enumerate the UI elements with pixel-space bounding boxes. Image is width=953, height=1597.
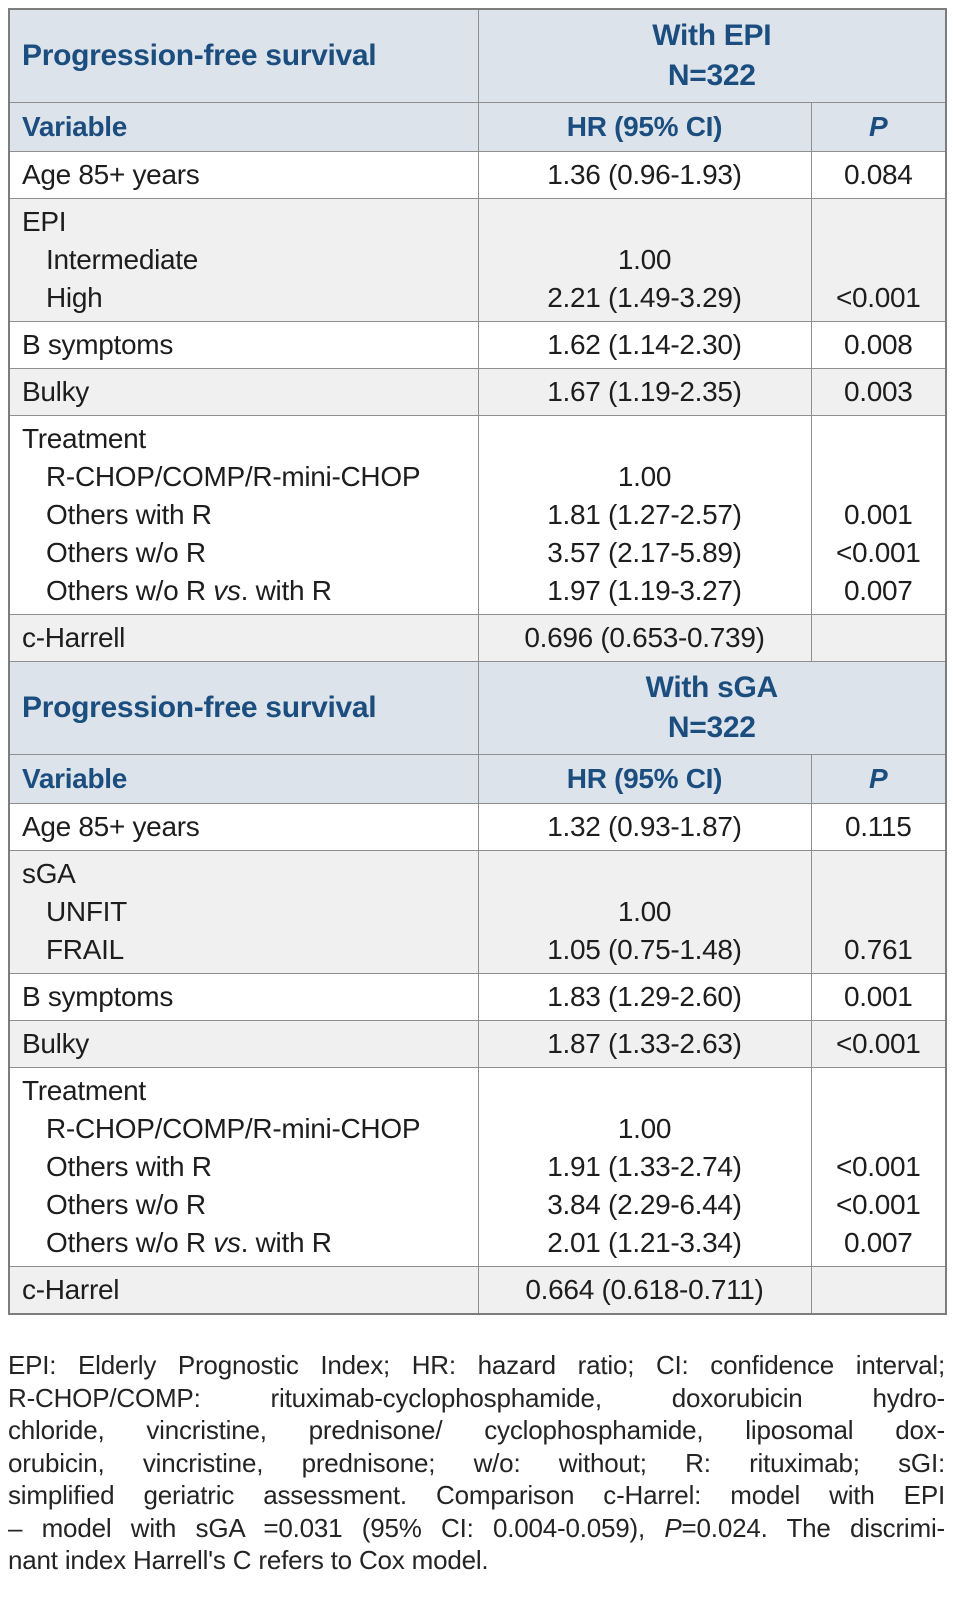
text-segment: High [46, 282, 103, 313]
text-segment: R-CHOP/COMP/R-mini-CHOP [46, 461, 421, 492]
table-row [9, 1267, 946, 1315]
text-segment: Others with R [46, 499, 212, 530]
cell-line [481, 458, 809, 496]
cell-line [814, 458, 944, 496]
cell-line [22, 808, 466, 846]
text-segment: R-CHOP/COMP/R-mini-CHOP [46, 1113, 421, 1144]
table-row [9, 152, 946, 199]
cell-line [814, 931, 944, 969]
footnote-line [8, 1382, 945, 1415]
cell-line [481, 156, 809, 194]
cell-p [811, 1068, 946, 1267]
section-title: Progression-free survival [9, 9, 478, 103]
cell-line [22, 1110, 466, 1148]
cell-p [811, 152, 946, 199]
cell-line [814, 619, 944, 657]
cell-line [22, 156, 466, 194]
cell-line [22, 1072, 466, 1110]
column-header-variable: Variable [9, 755, 478, 804]
text-segment: <0.001 [835, 1189, 921, 1220]
cell-variable [9, 851, 478, 974]
cell-line [481, 534, 809, 572]
table-row [9, 1068, 946, 1267]
column-header-row [9, 103, 946, 152]
cell-line [814, 978, 944, 1016]
cell-line [481, 619, 809, 657]
group-header-sga [478, 662, 946, 755]
text-segment: . with R [240, 1227, 332, 1258]
cell-line [481, 1025, 809, 1063]
table-row [9, 416, 946, 615]
text-segment: R-CHOP/COMP: rituximab-cyclophosphamide, doxorubicin hydro- [8, 1382, 945, 1413]
cell-line [814, 326, 944, 364]
cell-line [814, 1271, 944, 1309]
cell-line [481, 572, 809, 610]
text-segment: Bulky [22, 376, 89, 407]
cell-line [22, 420, 466, 458]
footnote-line [8, 1447, 945, 1480]
text-segment: 2.01 (1.21-3.34) [547, 1227, 742, 1258]
table-row [9, 615, 946, 662]
cell-line [22, 572, 466, 610]
text-segment: EPI: Elderly Prognostic Index; HR: hazard ratio; CI: confidence interval; [8, 1350, 945, 1380]
text-segment: 0.007 [843, 1227, 913, 1258]
text-segment: <0.001 [835, 537, 921, 568]
cell-line [22, 1224, 466, 1262]
footnote-line [8, 1479, 945, 1512]
cell-line [814, 279, 944, 317]
cell-line [481, 1110, 809, 1148]
cell-variable [9, 615, 478, 662]
cell-hr [478, 851, 811, 974]
cell-variable [9, 369, 478, 416]
text-segment: 1.91 (1.33-2.74) [547, 1151, 742, 1182]
cell-p [811, 804, 946, 851]
italic-text: P [664, 1512, 682, 1543]
cell-hr [478, 1021, 811, 1068]
column-header-row [9, 755, 946, 804]
cell-line [22, 241, 466, 279]
cell-line [481, 893, 809, 931]
table-row [9, 322, 946, 369]
text-segment: 1.67 (1.19-2.35) [547, 376, 742, 407]
footnote-line [8, 1414, 945, 1447]
text-segment: 0.084 [843, 159, 913, 190]
cell-line [481, 808, 809, 846]
text-segment: 0.696 (0.653-0.739) [524, 622, 765, 653]
text-segment: 3.84 (2.29-6.44) [547, 1189, 742, 1220]
text-segment: Others with R [46, 1151, 212, 1182]
group-header-line: N=322 [667, 59, 756, 92]
text-segment: 1.83 (1.29-2.60) [547, 981, 742, 1012]
text-segment: 0.761 [843, 934, 913, 965]
cell-variable [9, 1068, 478, 1267]
cell-line [814, 203, 944, 241]
cell-line [481, 420, 809, 458]
text-segment: simplified geriatric assessment. Comparison c-Harrel: model with EPI [8, 1480, 945, 1510]
cell-line [814, 572, 944, 610]
text-segment: Treatment [22, 1075, 146, 1106]
cell-line [22, 203, 466, 241]
cell-line [481, 1148, 809, 1186]
cell-variable [9, 804, 478, 851]
text-segment: 1.36 (0.96-1.93) [547, 159, 742, 190]
cell-line [814, 373, 944, 411]
cell-hr [478, 1267, 811, 1315]
table-footnote [8, 1349, 945, 1577]
cell-line [481, 1072, 809, 1110]
cell-line [814, 1186, 944, 1224]
cell-hr [478, 369, 811, 416]
table-body [9, 9, 946, 1314]
column-header-p: P [811, 103, 946, 152]
text-segment: Others w/o R [46, 1189, 206, 1220]
text-segment: B symptoms [22, 981, 174, 1012]
text-segment: 1.62 (1.14-2.30) [547, 329, 742, 360]
cell-hr [478, 804, 811, 851]
column-header-hr: HR (95% CI) [478, 103, 811, 152]
cell-hr [478, 1068, 811, 1267]
cell-line [22, 1025, 466, 1063]
cell-line [814, 808, 944, 846]
cell-line [22, 1186, 466, 1224]
table-row [9, 1021, 946, 1068]
cell-variable [9, 416, 478, 615]
cell-line [481, 978, 809, 1016]
cell-line [814, 1224, 944, 1262]
cell-p [811, 322, 946, 369]
text-segment: EPI [22, 206, 67, 237]
text-segment: 0.115 [845, 811, 912, 842]
text-segment: c-Harrel [22, 1274, 120, 1305]
cell-line [481, 326, 809, 364]
text-segment: 1.00 [617, 461, 672, 492]
cell-line [814, 855, 944, 893]
text-segment: 1.00 [617, 896, 672, 927]
cell-line [481, 279, 809, 317]
cell-line [481, 855, 809, 893]
text-segment: . with R [240, 575, 332, 606]
cell-p [811, 615, 946, 662]
cell-line [22, 931, 466, 969]
cell-variable [9, 152, 478, 199]
cell-line [22, 326, 466, 364]
cell-line [481, 203, 809, 241]
text-segment: <0.001 [835, 1151, 921, 1182]
text-segment: 1.05 (0.75-1.48) [547, 934, 742, 965]
text-segment: 0.008 [843, 329, 913, 360]
italic-text: vs [213, 1227, 241, 1258]
text-segment: 0.001 [843, 981, 913, 1012]
table-row [9, 804, 946, 851]
cell-p [811, 416, 946, 615]
text-segment: Intermediate [46, 244, 199, 275]
cell-line [814, 893, 944, 931]
text-segment: 0.007 [843, 575, 913, 606]
text-segment: chloride, vincristine, prednisone/ cyclophosphamide, liposomal dox- [8, 1415, 945, 1445]
section-header-row-epi [9, 9, 946, 103]
cell-hr [478, 974, 811, 1021]
cell-line [22, 893, 466, 931]
column-header-hr: HR (95% CI) [478, 755, 811, 804]
text-segment: 0.003 [843, 376, 913, 407]
cell-line [22, 978, 466, 1016]
cell-line [481, 373, 809, 411]
footnote-line [8, 1349, 945, 1382]
footnote-line [8, 1544, 945, 1577]
text-segment: =0.024. The discrimi- [681, 1512, 945, 1543]
cell-line [814, 420, 944, 458]
cell-line [22, 496, 466, 534]
cell-line [814, 1072, 944, 1110]
cell-line [481, 1224, 809, 1262]
text-segment: Others w/o R [46, 537, 206, 568]
text-segment: 1.87 (1.33-2.63) [547, 1028, 742, 1059]
text-segment: Others w/o R [46, 1227, 214, 1258]
cell-p [811, 851, 946, 974]
cell-line [814, 1110, 944, 1148]
cell-line [481, 931, 809, 969]
cell-line [22, 534, 466, 572]
section-title: Progression-free survival [9, 662, 478, 755]
cell-line [22, 855, 466, 893]
cell-line [22, 458, 466, 496]
text-segment: Others w/o R [46, 575, 214, 606]
cell-line [22, 279, 466, 317]
text-segment: <0.001 [835, 1028, 921, 1059]
text-segment: 3.57 (2.17-5.89) [547, 537, 742, 568]
cell-line [481, 1186, 809, 1224]
cell-hr [478, 416, 811, 615]
cell-line [814, 156, 944, 194]
italic-text: vs [213, 575, 241, 606]
cell-variable [9, 322, 478, 369]
cell-variable [9, 199, 478, 322]
cell-line [814, 241, 944, 279]
cell-line [22, 1148, 466, 1186]
text-segment: 1.81 (1.27-2.57) [547, 499, 742, 530]
cell-p [811, 369, 946, 416]
survival-analysis-table [8, 8, 947, 1315]
text-segment: B symptoms [22, 329, 174, 360]
table-row [9, 974, 946, 1021]
cell-line [481, 496, 809, 534]
group-header-line: With sGA [645, 671, 778, 704]
text-segment: 1.00 [617, 244, 672, 275]
table-row [9, 369, 946, 416]
cell-line [481, 1271, 809, 1309]
text-segment: Age 85+ years [22, 159, 200, 190]
group-header-line: N=322 [667, 711, 756, 744]
cell-line [814, 1148, 944, 1186]
text-segment: <0.001 [835, 282, 921, 313]
text-segment: 0.664 (0.618-0.711) [525, 1274, 764, 1305]
section-header-row-sga [9, 662, 946, 755]
text-segment: 1.32 (0.93-1.87) [547, 811, 742, 842]
text-segment: sGA [22, 858, 76, 889]
cell-line [814, 1025, 944, 1063]
cell-line [22, 1271, 466, 1309]
text-segment: 2.21 (1.49-3.29) [547, 282, 742, 313]
text-segment: 0.001 [843, 499, 913, 530]
cell-line [481, 241, 809, 279]
table-row [9, 199, 946, 322]
cell-variable [9, 1021, 478, 1068]
text-segment: Treatment [22, 423, 146, 454]
cell-line [814, 534, 944, 572]
text-segment: – model with sGA =0.031 (95% CI: 0.004-0.059), [8, 1512, 665, 1543]
cell-hr [478, 322, 811, 369]
text-segment: 1.00 [617, 1113, 672, 1144]
cell-variable [9, 974, 478, 1021]
table-row [9, 851, 946, 974]
column-header-variable: Variable [9, 103, 478, 152]
cell-line [22, 373, 466, 411]
cell-p [811, 199, 946, 322]
cell-p [811, 1021, 946, 1068]
cell-hr [478, 152, 811, 199]
cell-line [22, 619, 466, 657]
group-header-line: With EPI [652, 19, 772, 52]
column-header-p: P [811, 755, 946, 804]
group-header-epi [478, 9, 946, 103]
text-segment: 1.97 (1.19-3.27) [547, 575, 742, 606]
text-segment: UNFIT [46, 896, 127, 927]
cell-hr [478, 199, 811, 322]
text-segment: orubicin, vincristine, prednisone; w/o: without; R: rituximab; sGI: [8, 1447, 945, 1478]
footnote-line [8, 1512, 945, 1545]
text-segment: c-Harrell [22, 622, 126, 653]
cell-line [814, 496, 944, 534]
cell-variable [9, 1267, 478, 1315]
text-segment: FRAIL [46, 934, 124, 965]
text-segment: Bulky [22, 1028, 89, 1059]
cell-p [811, 974, 946, 1021]
cell-hr [478, 615, 811, 662]
cell-p [811, 1267, 946, 1315]
text-segment: Age 85+ years [22, 811, 200, 842]
text-segment: nant index Harrell's C refers to Cox model. [8, 1545, 489, 1575]
